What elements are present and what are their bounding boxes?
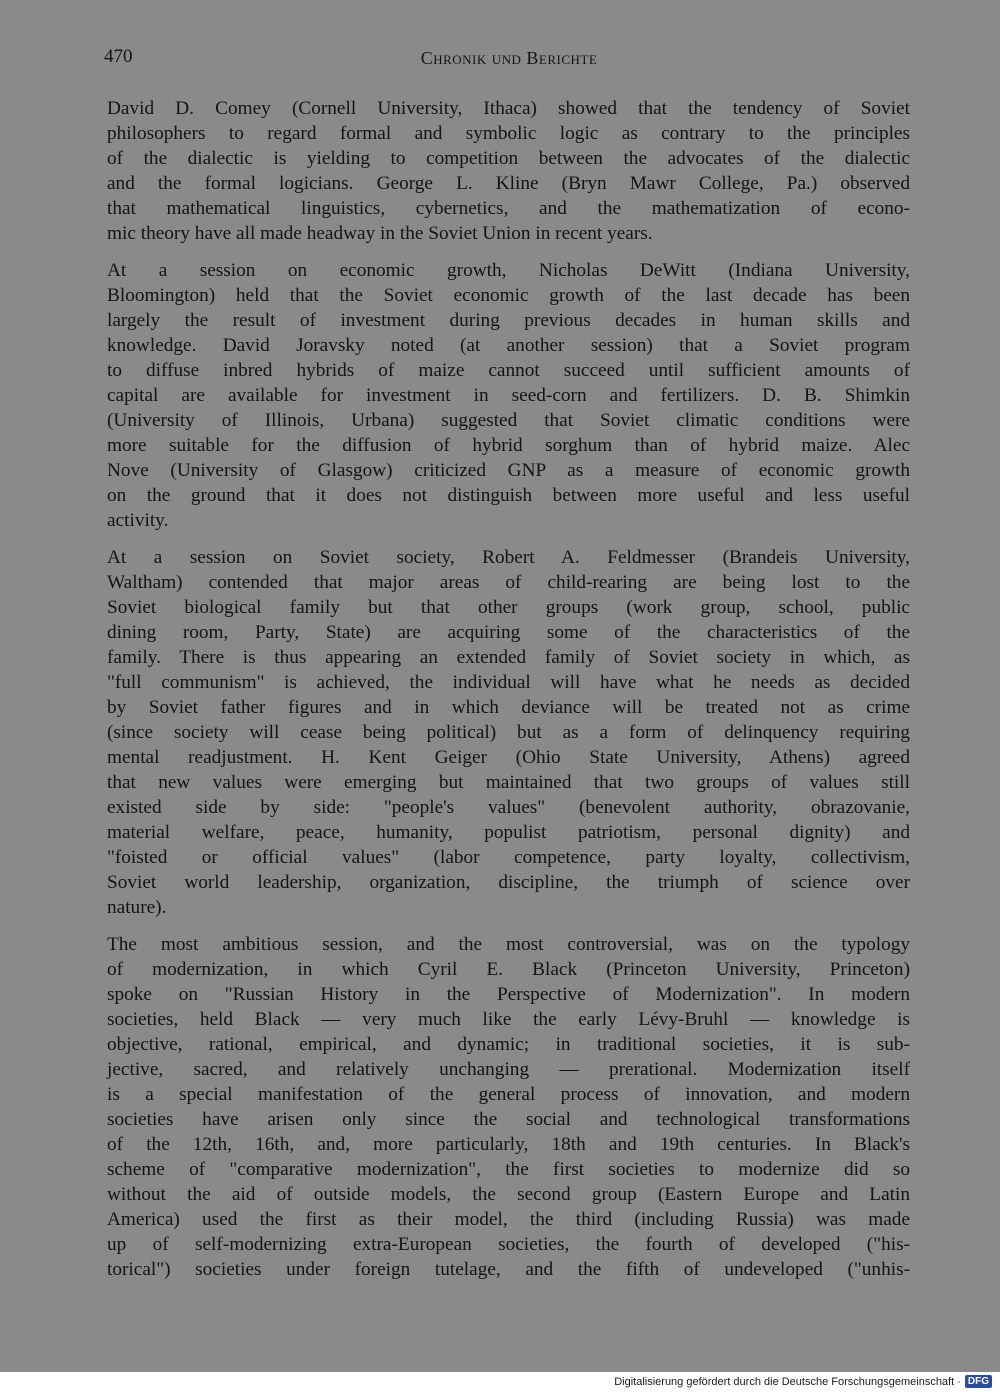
page-number: 470 [104, 46, 133, 67]
text-line: is a special manifestation of the general process of innovation, and modern [107, 1084, 910, 1105]
text-line: up of self-modernizing extra-European societies, the fourth of developed ("his- [107, 1234, 910, 1255]
text-line: Soviet world leadership, organization, discipline, the triumph of science over [107, 872, 910, 893]
text-line: mental readjustment. H. Kent Geiger (Ohio State University, Athens) agreed [107, 747, 910, 768]
text-line: nature). [107, 897, 167, 918]
text-line: societies have arisen only since the social and technological transformations [107, 1109, 910, 1130]
text-line: The most ambitious session, and the most controversial, was on the typology [107, 934, 910, 955]
text-line: At a session on Soviet society, Robert A. Feldmesser (Brandeis University, [107, 547, 910, 568]
running-head: Chronik und Berichte [420, 48, 598, 68]
text-line: spoke on "Russian History in the Perspective of Modernization". In modern [107, 984, 910, 1005]
text-line: largely the result of investment during previous decades in human skills and [107, 310, 910, 331]
text-line: of modernization, in which Cyril E. Black (Princeton University, Princeton) [107, 959, 910, 980]
text-line: existed side by side: "people's values" (benevolent authority, obrazovanie, [107, 797, 910, 818]
text-line: "full communism" is achieved, the individual will have what he needs as decided [107, 672, 910, 693]
paragraph-4 [107, 932, 910, 1282]
text-line: by Soviet father figures and in which deviance will be treated not as crime [107, 697, 910, 718]
text-line: Soviet biological family but that other groups (work group, school, public [107, 597, 910, 618]
credit-text: Digitalisierung gefördert durch die Deutsche Forschungsgemeinschaft · [614, 1375, 961, 1388]
text-line: that new values were emerging but maintained that two groups of values still [107, 772, 910, 793]
text-line: Waltham) contended that major areas of child-rearing are being lost to the [107, 572, 910, 593]
text-line: dining room, Party, State) are acquiring some of the characteristics of the [107, 622, 910, 643]
text-line: philosophers to regard formal and symbolic logic as contrary to the principles [107, 123, 910, 144]
text-line: Bloomington) held that the Soviet economic growth of the last decade has been [107, 285, 910, 306]
text-line: and the formal logicians. George L. Kline (Bryn Mawr College, Pa.) observed [107, 173, 910, 194]
text-line: societies, held Black — very much like the early Lévy-Bruhl — knowledge is [107, 1009, 910, 1030]
text-line: mic theory have all made headway in the Soviet Union in recent years. [107, 223, 653, 244]
text-line: objective, rational, empirical, and dynamic; in traditional societies, it is sub- [107, 1034, 910, 1055]
paragraph-1 [107, 96, 910, 246]
text-line: material welfare, peace, humanity, populist patriotism, personal dignity) and [107, 822, 910, 843]
digitization-credit [614, 1375, 992, 1388]
text-line: (since society will cease being political) but as a form of delinquency requiring [107, 722, 910, 743]
text-line: David D. Comey (Cornell University, Ithaca) showed that the tendency of Soviet [107, 98, 910, 119]
text-line: At a session on economic growth, Nicholas DeWitt (Indiana University, [107, 260, 910, 281]
text-line: capital are available for investment in seed-corn and fertilizers. D. B. Shimkin [107, 385, 910, 406]
text-line: torical") societies under foreign tutelage, and the fifth of undeveloped ("unhis- [107, 1259, 910, 1280]
text-line: more suitable for the diffusion of hybrid sorghum than of hybrid maize. Alec [107, 435, 910, 456]
text-line: activity. [107, 510, 169, 531]
text-line: of the dialectic is yielding to competition between the advocates of the dialectic [107, 148, 910, 169]
dfg-logo: DFG [965, 1375, 992, 1388]
paragraph-2 [107, 258, 910, 533]
text-line: "foisted or official values" (labor competence, party loyalty, collectivism, [107, 847, 910, 868]
text-line: without the aid of outside models, the second group (Eastern Europe and Latin [107, 1184, 910, 1205]
text-line: Nove (University of Glasgow) criticized GNP as a measure of economic growth [107, 460, 910, 481]
body-text [107, 96, 910, 1294]
text-line: America) used the first as their model, the third (including Russia) was made [107, 1209, 910, 1230]
text-line: of the 12th, 16th, and, more particularly, 18th and 19th centuries. In Black's [107, 1134, 910, 1155]
text-line: that mathematical linguistics, cybernetics, and the mathematization of econo- [107, 198, 910, 219]
text-line: family. There is thus appearing an extended family of Soviet society in which, as [107, 647, 910, 668]
text-line: on the ground that it does not distinguish between more useful and less useful [107, 485, 910, 506]
paragraph-3 [107, 545, 910, 920]
text-line: scheme of "comparative modernization", the first societies to modernize did so [107, 1159, 910, 1180]
text-line: knowledge. David Joravsky noted (at another session) that a Soviet program [107, 335, 910, 356]
text-line: (University of Illinois, Urbana) suggested that Soviet climatic conditions were [107, 410, 910, 431]
page-header [104, 46, 914, 74]
text-line: jective, sacred, and relatively unchanging — prerational. Modernization itself [107, 1059, 910, 1080]
text-line: to diffuse inbred hybrids of maize cannot succeed until sufficient amounts of [107, 360, 910, 381]
